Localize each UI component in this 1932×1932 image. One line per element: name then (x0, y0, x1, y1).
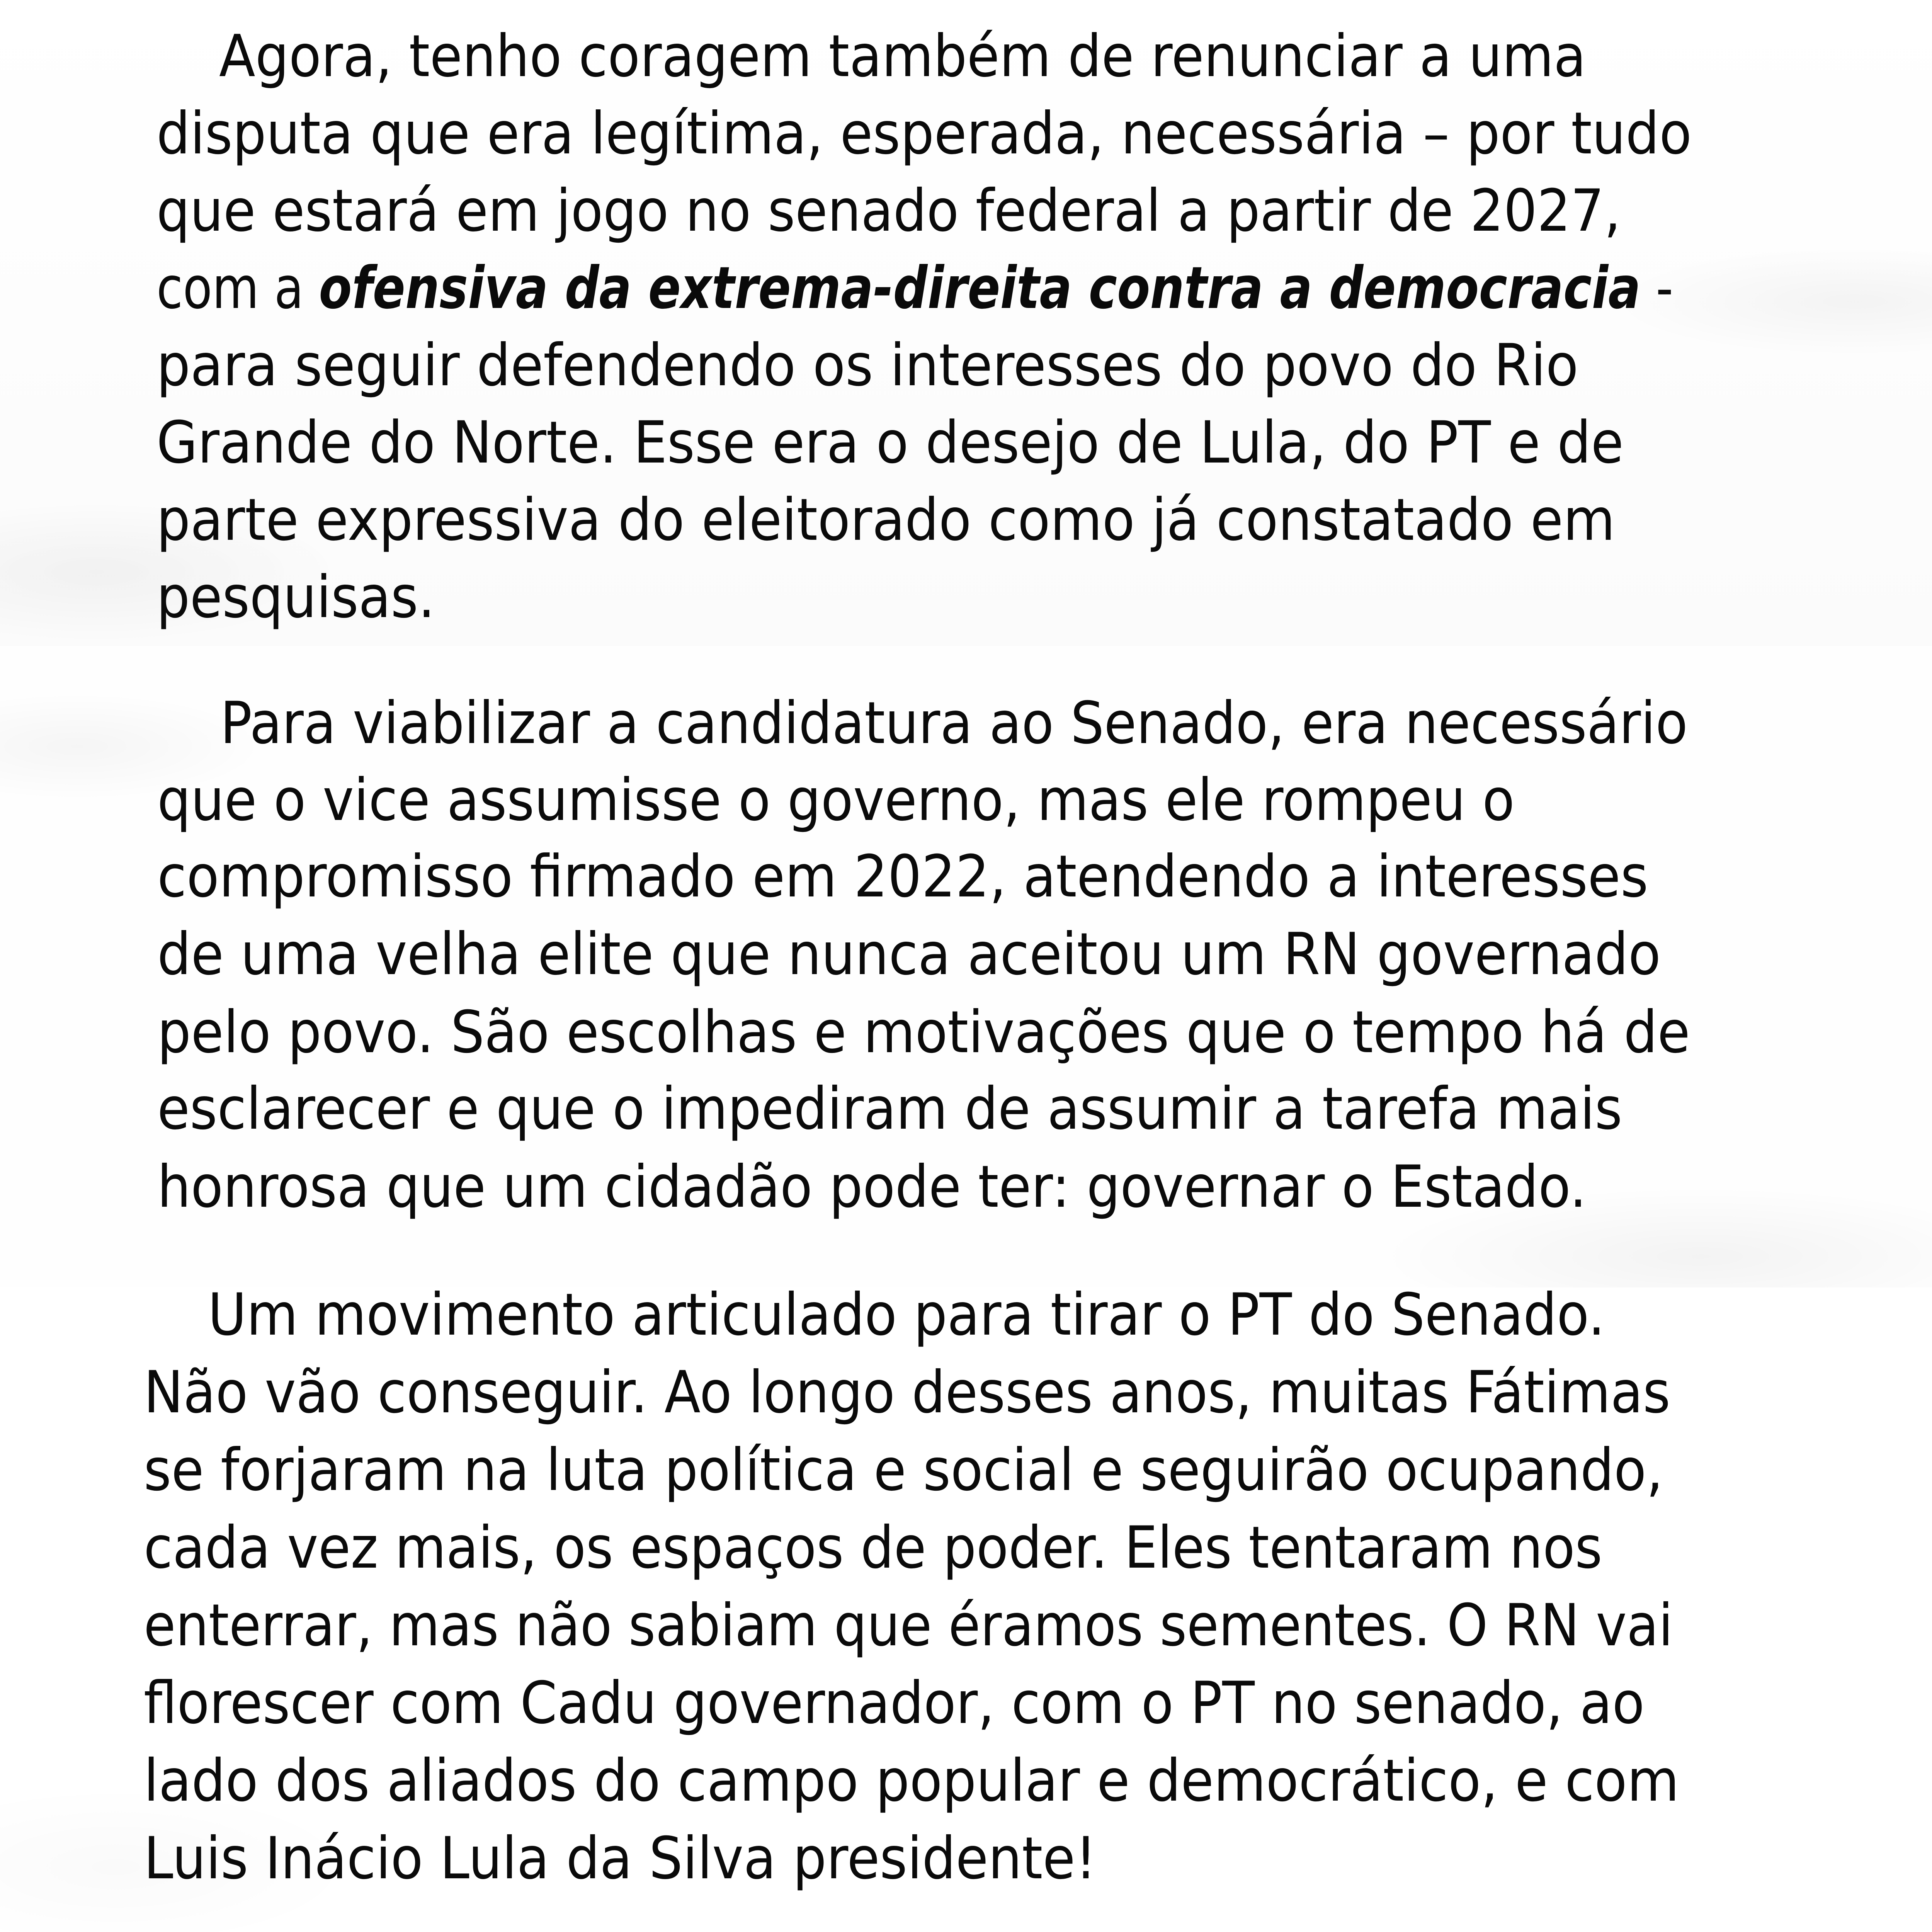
text-line: Não vão conseguir. Ao longo desses anos, muitas Fátimas (144, 1359, 1670, 1426)
text-segment: - (1640, 254, 1673, 322)
text-segment: com a (156, 254, 319, 322)
text-line: compromisso firmado em 2022, atendendo a interesses (157, 843, 1648, 910)
text-line: que o vice assumisse o governo, mas ele rompeu o (157, 766, 1515, 834)
paragraph-panel-1 (0, 0, 1932, 646)
text-line: Para viabilizar a candidatura ao Senado, era necessário (220, 689, 1688, 757)
text-line: disputa que era legítima, esperada, necessária – por tudo (156, 100, 1692, 167)
text-line: esclarecer e que o impediram de assumir a tarefa mais (157, 1075, 1622, 1143)
text-line: pelo povo. São escolhas e motivações que o tempo há de (157, 998, 1690, 1066)
text-line: Agora, tenho coragem também de renunciar a uma (219, 22, 1586, 90)
text-line: de uma velha elite que nunca aceitou um RN governado (157, 920, 1661, 988)
text-line: parte expressiva do eleitorado como já constatado em (156, 486, 1615, 554)
text-line: que estará em jogo no senado federal a partir de 2027, (156, 177, 1621, 245)
text-line: honrosa que um cidadão pode ter: governar o Estado. (157, 1153, 1587, 1221)
text-line: para seguir defendendo os interesses do povo do Rio (156, 332, 1578, 399)
text-line: Luis Inácio Lula da Silva presidente! (144, 1825, 1097, 1892)
text-line: Grande do Norte. Esse era o desejo de Lula, do PT e de (156, 409, 1624, 476)
text-line: florescer com Cadu governador, com o PT no senado, ao (144, 1669, 1645, 1737)
text-line: pesquisas. (156, 563, 435, 631)
paragraph-panel-2 (0, 646, 1932, 1287)
text-line: lado dos aliados do campo popular e democrático, e com (144, 1747, 1679, 1815)
text-line-with-emphasis (156, 254, 1673, 322)
text-line: cada vez mais, os espaços de poder. Eles tentaram nos (144, 1514, 1602, 1582)
emphasized-text: ofensiva da extrema-direita contra a democracia (319, 254, 1641, 322)
text-line: Um movimento articulado para tirar o PT do Senado. (208, 1287, 1605, 1349)
text-line: enterrar, mas não sabiam que éramos sementes. O RN vai (144, 1592, 1673, 1659)
text-line: se forjaram na luta política e social e seguirão ocupando, (144, 1436, 1663, 1504)
paragraph-panel-3 (0, 1287, 1932, 1932)
